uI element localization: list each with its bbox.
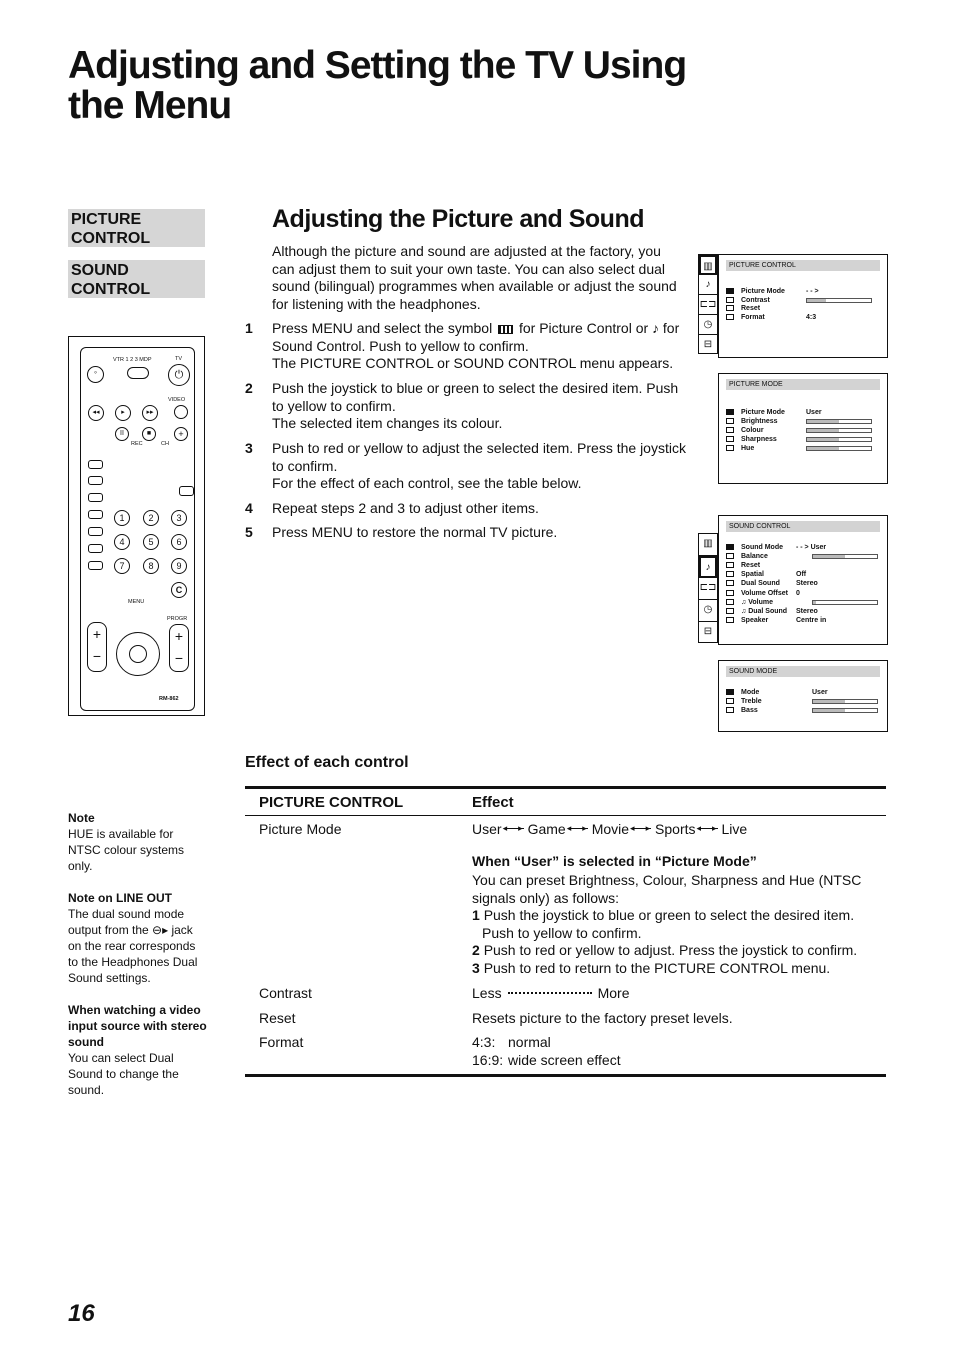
level-bar [806,298,872,303]
rewind-icon: ◂◂ [88,405,104,421]
column-header-effect: Effect [472,794,514,811]
selection-box-icon [726,305,734,311]
sound-control-tag: SOUND CONTROL [68,260,205,298]
menu-icon-column [698,254,718,354]
user-mode-text: You can preset Brightness, Colour, Sharpness and Hue (NTSC signals only) as follows: [472,872,862,906]
menu-row-value: Stereo [796,607,818,615]
volume-rocker: + − [87,622,107,672]
mute-icon: ◦ [87,366,104,383]
menu-row-label: Colour [741,427,764,434]
menu-row [726,435,882,444]
vtr-label: VTR 1 2 3 MDP [113,357,152,363]
timer-icon: ◷ [699,315,717,335]
step-text: Repeat steps 2 and 3 to adjust other items. [272,500,539,516]
selection-box-icon [726,427,734,433]
menu-row-label: Mode [741,689,760,696]
side-notes [68,810,208,1114]
digit-3-button: 3 [171,510,187,526]
menu-row-label: Treble [741,698,762,705]
mode-name: User [472,821,502,837]
note-text: The dual sound mode output from the ⊖▸ jack on the rear corresponds to the Headphones Dual Sound settings. [68,907,198,985]
section-title: Adjusting the Picture and Sound [272,205,644,233]
programme-rocker: + − [169,624,189,672]
menu-icon-column [698,533,718,643]
note-text: You can select Dual Sound to change the sound. [68,1051,179,1097]
remote-button [88,510,103,519]
step-result: For the effect of each control, see the table below. [272,475,582,492]
menu-row-label: Contrast [741,296,770,304]
user-step-1: 1 Push the joystick to blue or green to select the desired item. Push to yellow to confirm. [472,907,855,941]
ch-label: CH [161,441,169,447]
picture-control-icon: ▥ [699,255,717,275]
screen-header: SOUND MODE [726,666,880,677]
effect-table [245,786,886,1077]
digit-1-button: 1 [114,510,130,526]
selection-box-icon [726,553,734,559]
remote-button [88,561,103,570]
step-number: 3 [245,440,253,456]
digit-9-button: 9 [171,558,187,574]
timer-icon: ◷ [699,600,717,622]
user-step-2: 2 Push to red or yellow to adjust. Press the joystick to confirm. [472,942,858,958]
pause-icon: II [115,427,129,441]
menu-row-label: Format [741,314,765,322]
picture-mode-screen [718,373,888,484]
menu-row [726,304,882,313]
features-icon: ⊏⊐ [699,578,717,600]
menu-row [726,426,882,435]
menu-row [726,287,882,296]
menu-row-value: 4:3 [806,314,817,322]
picture-control-icon: ▥ [699,534,717,556]
remote-control-illustration [68,336,205,716]
sound-mode-screen [718,660,888,732]
model-label: RM-862 [159,696,179,702]
selection-box-icon [726,436,734,442]
menu-row-value: Centre in [796,616,827,624]
format-key: 16:9: [472,1051,504,1068]
mode-name: Movie [591,821,630,837]
menu-row [726,598,882,607]
page-title: Adjusting and Setting the TV Using the Menu [68,44,687,127]
menu-row-value: - - > User [796,544,827,551]
fast-forward-icon: ▸▸ [142,405,158,421]
step-number: 5 [245,524,253,540]
remote-button [88,493,103,502]
selection-box-icon [726,409,734,415]
menu-row-label: Hue [741,445,755,452]
level-bar [806,446,872,451]
remote-body [80,347,195,711]
menu-row-label: Spatial [741,571,764,579]
step-number: 2 [245,380,253,396]
step-text: for Picture Control or ♪ for Sound Control. Push to yellow to confirm. [272,320,680,354]
selection-box-icon [726,297,734,303]
menu-row-value: User [806,409,822,416]
teletext-icon [179,486,194,496]
menu-row-value: Off [796,571,807,579]
level-bar [812,554,878,559]
picture-control-symbol-icon [498,325,513,334]
level-scale-icon [508,992,592,994]
selection-box-icon [726,707,734,713]
menu-row-value: 0 [796,589,800,597]
menu-row-label: Sound Mode [741,544,783,551]
page-number: 16 [68,1300,95,1327]
step-text: Press MENU and select the symbol [272,320,493,336]
menu-row-label: Dual Sound [741,580,780,588]
menu-row [726,408,882,417]
double-arrow-icon [504,825,526,833]
step-text: Push to red or yellow to adjust the selected item. Press the joystick to confirm. [272,440,686,474]
note-title: When watching a video input source with stereo sound [68,1003,207,1049]
menu-row-label: Sharpness [741,436,777,443]
menu-row [726,543,882,552]
menu-row [726,579,882,588]
level-bar [812,708,878,713]
selection-box-icon [726,608,734,614]
note [68,1002,208,1098]
menu-row-label: Brightness [741,418,778,425]
selection-box-icon [726,590,734,596]
selection-box-icon [726,617,734,623]
menu-row [726,706,882,715]
user-step-3: 3 Push to red to return to the PICTURE CONTROL menu. [472,960,831,976]
sound-control-icon: ♪ [699,556,717,578]
menu-row-label: Reset [741,305,761,313]
menu-row [726,444,882,453]
level-bar [806,428,872,433]
menu-row [726,616,882,625]
joystick-center [129,645,147,663]
features-icon: ⊏⊐ [699,295,717,315]
digit-8-button: 8 [143,558,159,574]
less-label: Less [472,985,502,1001]
screen-header: PICTURE CONTROL [726,260,880,271]
row-label-contrast: Contrast [259,985,312,1001]
mode-name: Sports [655,821,696,837]
vtr-switch [127,367,149,379]
menu-row-label: Speaker [741,616,769,624]
screen-header: PICTURE MODE [726,379,880,390]
step-text: Press MENU to restore the normal TV picture. [272,524,558,540]
more-label: More [597,985,630,1001]
selection-box-icon [726,314,734,320]
user-mode-heading: When “User” is selected in “Picture Mode” [472,853,757,869]
selection-box-icon [726,288,734,294]
sound-control-screen [718,515,888,645]
sound-control-icon: ♪ [699,275,717,295]
menu-row-label: ♫ Volume [741,598,773,606]
menu-row [726,313,882,322]
setup-icon: ⊟ [703,339,713,350]
note [68,810,208,874]
power-icon: ⏻ [168,364,190,386]
row-label-picture-mode: Picture Mode [259,821,342,837]
selection-box-icon [726,562,734,568]
selection-box-icon [726,580,734,586]
digit-c-button: C [171,582,187,598]
row-label-format: Format [259,1034,304,1050]
step-result: The selected item changes its colour. [272,415,503,432]
intro-text: Although the picture and sound are adjusted at the factory, you can adjust them to suit your own taste. You can also select dual sound (bilingual) programmes when available or adjust the sound for listening with the headphones. [272,243,677,312]
selection-box-icon [726,599,734,605]
menu-row-value: User [812,689,828,696]
selection-box-icon [726,445,734,451]
format-value: wide screen effect [508,1051,621,1068]
level-bar [812,699,878,704]
column-header-control: PICTURE CONTROL [259,794,404,811]
format-value: normal [508,1034,551,1050]
menu-row-label: Picture Mode [741,288,785,295]
menu-row [726,417,882,426]
reset-effect: Resets picture to the factory preset levels. [472,1010,733,1026]
note-text: HUE is available for NTSC colour systems only. [68,827,185,873]
menu-row [726,561,882,570]
contrast-effect [472,985,886,1003]
tv-label: TV [175,356,183,362]
double-arrow-icon [568,825,590,833]
menu-row-value: Stereo [796,580,818,588]
step-text: Push the joystick to blue or green to select the desired item. Push to yellow to confirm. [272,380,679,414]
menu-row [726,552,882,561]
menu-row [726,570,882,579]
selection-box-icon [726,571,734,577]
digit-5-button: 5 [143,534,159,550]
stop-icon: ■ [142,427,156,441]
menu-row-label: Reset [741,562,761,570]
picture-mode-sequence [472,821,886,839]
plus-icon: + [174,427,188,441]
double-arrow-icon [631,825,653,833]
step-result: The PICTURE CONTROL or SOUND CONTROL menu appears. [272,355,674,372]
note-title: Note on LINE OUT [68,891,172,905]
step-number: 1 [245,320,253,336]
selection-box-icon [726,698,734,704]
format-effect [472,1034,886,1069]
menu-row [726,688,882,697]
rec-label: REC [131,441,143,447]
selection-box-icon [726,544,734,550]
mode-name: Live [721,821,748,837]
menu-row-value: - - > [806,288,819,295]
menu-row [726,589,882,598]
double-arrow-icon [698,825,720,833]
video-label: VIDEO [168,397,186,403]
digit-7-button: 7 [114,558,130,574]
remote-button [88,460,103,469]
level-bar [806,419,872,424]
menu-label: MENU [128,599,145,605]
selection-box-icon [726,689,734,695]
note [68,890,208,986]
menu-row-label: ♫ Dual Sound [741,607,788,615]
note-title: Note [68,811,95,825]
menu-row [726,607,882,616]
level-bar [812,600,878,605]
remote-button [88,544,103,553]
screen-header: SOUND CONTROL [726,521,880,532]
menu-row-label: Balance [741,553,768,561]
selection-box-icon [726,418,734,424]
digit-4-button: 4 [114,534,130,550]
digit-2-button: 2 [143,510,159,526]
progr-label: PROGR [167,616,188,622]
play-icon: ▸ [115,405,131,421]
step-number: 4 [245,500,253,516]
menu-row [726,697,882,706]
picture-control-tag: PICTURE CONTROL [68,209,205,247]
digit-6-button: 6 [171,534,187,550]
menu-row-label: Picture Mode [741,409,785,416]
level-bar [806,437,872,442]
video-button [174,405,188,419]
menu-row-label: Volume Offset [741,589,788,597]
remote-button [88,476,103,485]
setup-icon: ⊟ [703,626,713,637]
picture-control-screen [718,254,888,358]
remote-button [88,527,103,536]
menu-row-label: Bass [741,707,758,714]
menu-row [726,296,882,305]
format-key: 4:3: [472,1034,496,1050]
mode-name: Game [527,821,566,837]
row-label-reset: Reset [259,1010,296,1026]
effect-table-title: Effect of each control [245,754,409,771]
